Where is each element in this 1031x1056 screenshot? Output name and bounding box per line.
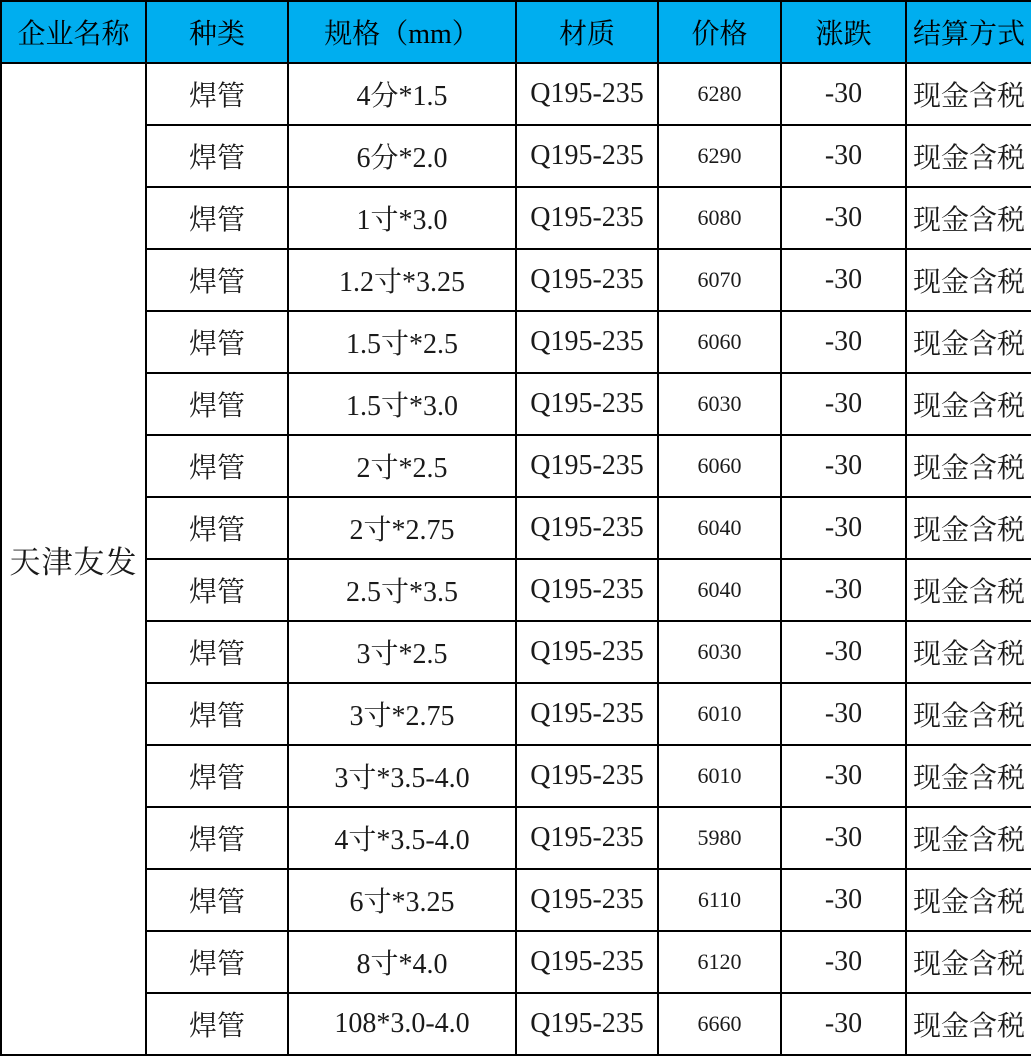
cell-change: -30 xyxy=(781,373,906,435)
cell-material: Q195-235 xyxy=(516,683,658,745)
cell-change: -30 xyxy=(781,311,906,373)
table-row xyxy=(1,497,1031,559)
table-row xyxy=(1,807,1031,869)
header-company: 企业名称 xyxy=(1,1,146,63)
cell-settlement: 现金含税 xyxy=(906,497,1031,559)
cell-spec: 1寸*3.0 xyxy=(288,187,516,249)
cell-price: 6660 xyxy=(658,993,781,1055)
cell-spec: 3寸*2.5 xyxy=(288,621,516,683)
cell-spec: 6分*2.0 xyxy=(288,125,516,187)
cell-spec: 3寸*3.5-4.0 xyxy=(288,745,516,807)
cell-settlement: 现金含税 xyxy=(906,373,1031,435)
cell-change: -30 xyxy=(781,993,906,1055)
cell-type: 焊管 xyxy=(146,311,288,373)
cell-price: 6030 xyxy=(658,621,781,683)
cell-change: -30 xyxy=(781,559,906,621)
header-price: 价格 xyxy=(658,1,781,63)
cell-spec: 2寸*2.75 xyxy=(288,497,516,559)
cell-spec: 1.5寸*3.0 xyxy=(288,373,516,435)
cell-spec: 3寸*2.75 xyxy=(288,683,516,745)
cell-spec: 4寸*3.5-4.0 xyxy=(288,807,516,869)
table-row xyxy=(1,621,1031,683)
cell-price: 5980 xyxy=(658,807,781,869)
cell-price: 6040 xyxy=(658,497,781,559)
cell-material: Q195-235 xyxy=(516,435,658,497)
cell-spec: 2.5寸*3.5 xyxy=(288,559,516,621)
cell-spec: 8寸*4.0 xyxy=(288,931,516,993)
cell-type: 焊管 xyxy=(146,497,288,559)
cell-settlement: 现金含税 xyxy=(906,559,1031,621)
cell-material: Q195-235 xyxy=(516,621,658,683)
cell-change: -30 xyxy=(781,931,906,993)
cell-spec: 4分*1.5 xyxy=(288,63,516,125)
cell-type: 焊管 xyxy=(146,373,288,435)
cell-type: 焊管 xyxy=(146,125,288,187)
cell-settlement: 现金含税 xyxy=(906,683,1031,745)
table-body xyxy=(1,63,1031,1055)
cell-change: -30 xyxy=(781,187,906,249)
cell-price: 6010 xyxy=(658,745,781,807)
table-row xyxy=(1,125,1031,187)
cell-change: -30 xyxy=(781,683,906,745)
cell-settlement: 现金含税 xyxy=(906,869,1031,931)
table-row xyxy=(1,993,1031,1055)
header-change: 涨跌 xyxy=(781,1,906,63)
cell-change: -30 xyxy=(781,869,906,931)
cell-settlement: 现金含税 xyxy=(906,931,1031,993)
table-row xyxy=(1,249,1031,311)
cell-price: 6030 xyxy=(658,373,781,435)
cell-change: -30 xyxy=(781,745,906,807)
cell-spec: 1.2寸*3.25 xyxy=(288,249,516,311)
header-spec: 规格（mm） xyxy=(288,1,516,63)
cell-type: 焊管 xyxy=(146,435,288,497)
cell-change: -30 xyxy=(781,497,906,559)
table-header xyxy=(1,1,1031,63)
cell-price: 6290 xyxy=(658,125,781,187)
cell-settlement: 现金含税 xyxy=(906,621,1031,683)
cell-type: 焊管 xyxy=(146,559,288,621)
cell-change: -30 xyxy=(781,621,906,683)
cell-settlement: 现金含税 xyxy=(906,993,1031,1055)
cell-change: -30 xyxy=(781,63,906,125)
cell-type: 焊管 xyxy=(146,993,288,1055)
header-row xyxy=(1,1,1031,63)
cell-material: Q195-235 xyxy=(516,869,658,931)
cell-spec: 108*3.0-4.0 xyxy=(288,993,516,1055)
cell-spec: 2寸*2.5 xyxy=(288,435,516,497)
table-row xyxy=(1,311,1031,373)
table-row xyxy=(1,187,1031,249)
cell-price: 6110 xyxy=(658,869,781,931)
cell-material: Q195-235 xyxy=(516,993,658,1055)
cell-spec: 1.5寸*2.5 xyxy=(288,311,516,373)
cell-settlement: 现金含税 xyxy=(906,125,1031,187)
cell-price: 6120 xyxy=(658,931,781,993)
cell-material: Q195-235 xyxy=(516,745,658,807)
cell-price: 6080 xyxy=(658,187,781,249)
header-settlement: 结算方式 xyxy=(906,1,1031,63)
cell-material: Q195-235 xyxy=(516,249,658,311)
cell-material: Q195-235 xyxy=(516,373,658,435)
cell-change: -30 xyxy=(781,249,906,311)
cell-change: -30 xyxy=(781,125,906,187)
header-type: 种类 xyxy=(146,1,288,63)
cell-change: -30 xyxy=(781,807,906,869)
cell-material: Q195-235 xyxy=(516,187,658,249)
cell-price: 6070 xyxy=(658,249,781,311)
cell-settlement: 现金含税 xyxy=(906,435,1031,497)
cell-price: 6010 xyxy=(658,683,781,745)
cell-type: 焊管 xyxy=(146,683,288,745)
cell-type: 焊管 xyxy=(146,931,288,993)
cell-settlement: 现金含税 xyxy=(906,63,1031,125)
company-name-cell: 天津友发 xyxy=(1,63,146,1055)
cell-material: Q195-235 xyxy=(516,63,658,125)
cell-type: 焊管 xyxy=(146,621,288,683)
cell-price: 6060 xyxy=(658,435,781,497)
table-row xyxy=(1,63,1031,125)
cell-material: Q195-235 xyxy=(516,559,658,621)
table-row xyxy=(1,559,1031,621)
table-row xyxy=(1,373,1031,435)
cell-change: -30 xyxy=(781,435,906,497)
cell-type: 焊管 xyxy=(146,869,288,931)
cell-type: 焊管 xyxy=(146,63,288,125)
cell-material: Q195-235 xyxy=(516,497,658,559)
cell-price: 6280 xyxy=(658,63,781,125)
cell-type: 焊管 xyxy=(146,745,288,807)
table-row xyxy=(1,683,1031,745)
cell-settlement: 现金含税 xyxy=(906,807,1031,869)
cell-material: Q195-235 xyxy=(516,125,658,187)
table-row xyxy=(1,435,1031,497)
cell-price: 6040 xyxy=(658,559,781,621)
cell-price: 6060 xyxy=(658,311,781,373)
cell-material: Q195-235 xyxy=(516,807,658,869)
cell-settlement: 现金含税 xyxy=(906,311,1031,373)
cell-spec: 6寸*3.25 xyxy=(288,869,516,931)
cell-type: 焊管 xyxy=(146,249,288,311)
table-row xyxy=(1,931,1031,993)
table-row xyxy=(1,869,1031,931)
cell-type: 焊管 xyxy=(146,187,288,249)
cell-settlement: 现金含税 xyxy=(906,745,1031,807)
cell-material: Q195-235 xyxy=(516,931,658,993)
table-row xyxy=(1,745,1031,807)
cell-type: 焊管 xyxy=(146,807,288,869)
cell-settlement: 现金含税 xyxy=(906,249,1031,311)
header-material: 材质 xyxy=(516,1,658,63)
cell-material: Q195-235 xyxy=(516,311,658,373)
cell-settlement: 现金含税 xyxy=(906,187,1031,249)
